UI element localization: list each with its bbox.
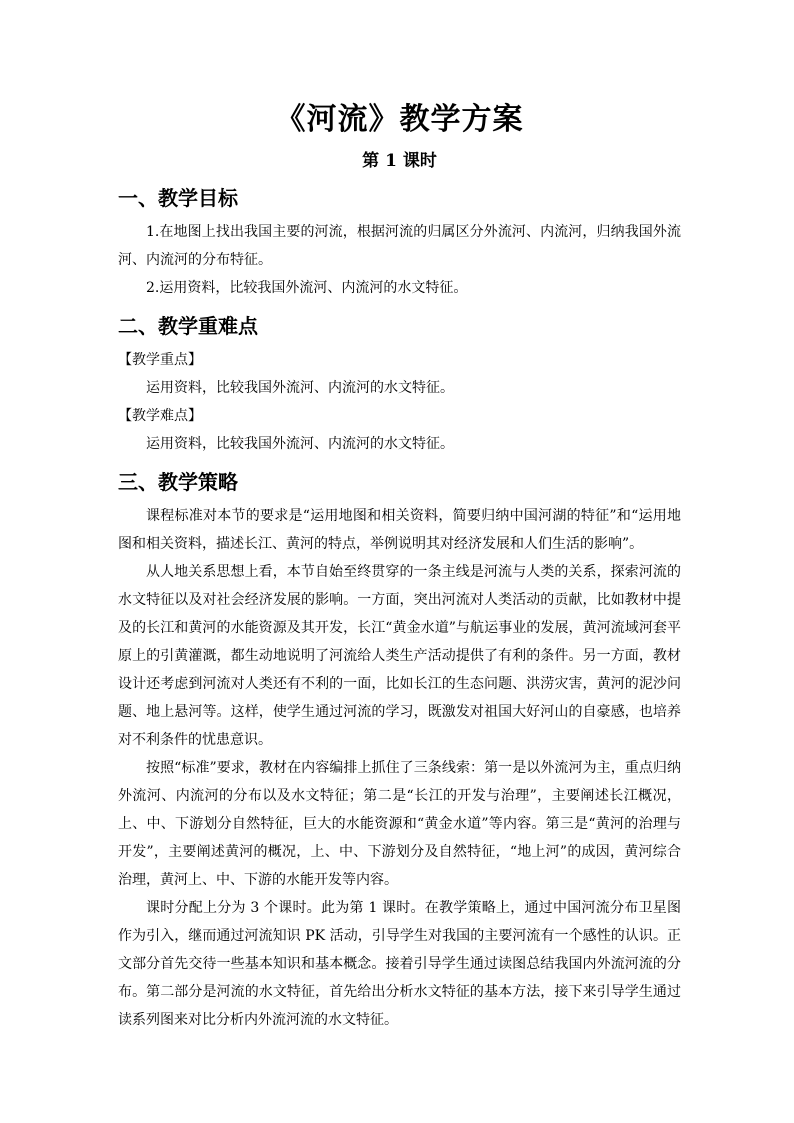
objective-item: 1.在地图上找出我国主要的河流，根据河流的归属区分外流河、内流河，归纳我国外流河、内流河的分布特征。: [118, 224, 681, 268]
strategy-paragraph: 课程标准对本节的要求是“运用地图和相关资料，简要归纳中国河湖的特征”和“运用地图和相关资料，描述长江、黄河的特点，举例说明其对经济发展和人们生活的影响”。: [118, 508, 681, 552]
section-heading-objectives: 一、教学目标: [118, 186, 238, 210]
section-heading-strategy: 三、教学策略: [118, 470, 238, 494]
section-key-points: [118, 312, 681, 458]
strategy-paragraph: 从人地关系思想上看，本节自始至终贯穿的一条主线是河流与人类的关系，探索河流的水文特征以及对社会经济发展的影响。一方面，突出河流对人类活动的贡献，比如教材中提及的长江和黄河的水能资源及其开发，长江“黄金水道”与航运事业的发展，黄河流域河套平原上的引黄灌溉，都生动地说明了河流给人类生产活动提供了有利的条件。另一方面，教材设计还考虑到河流对人类还有不利的一面，比如长江的生态问题、洪涝灾害，黄河的泥沙问题、地上悬河等。这样，使学生通过河流的学习，既激发对祖国大好河山的自豪感，也培养对不利条件的忧患意识。: [118, 564, 681, 748]
focus-label: 【教学重点】: [118, 352, 202, 368]
strategy-paragraph: 按照“标准”要求，教材在内容编排上抓住了三条线索：第一是以外流河为主，重点归纳外流河、内流河的分布以及水文特征；第二是“长江的开发与治理”，主要阐述长江概况，上、中、下游划分自然特征，巨大的水能资源和“黄金水道”等内容。第三是“黄河的治理与开发”，主要阐述黄河的概况，上、中、下游划分及自然特征，“地上河”的成因，黄河综合治理，黄河上、中、下游的水能开发等内容。: [118, 760, 681, 888]
section-heading-key-points: 二、教学重难点: [118, 314, 258, 338]
section-objectives: [118, 184, 681, 302]
focus-text: 运用资料，比较我国外流河、内流河的水文特征。: [146, 380, 454, 396]
strategy-paragraph: 课时分配上分为 3 个课时。此为第 1 课时。在教学策略上，通过中国河流分布卫星图作为引入，继而通过河流知识 PK 活动，引导学生对我国的主要河流有一个感性的认识。正文部分首先交待一些基本知识和基本概念。接着引导学生通过读图总结我国内外流河流的分布。第二部分是河流的水文特征，首先给出分析水文特征的基本方法，接下来引导学生通过读系列图来对比分析内外流河流的水文特征。: [118, 900, 681, 1028]
difficulty-label: 【教学难点】: [118, 408, 202, 424]
objective-item: 2.运用资料，比较我国外流河、内流河的水文特征。: [146, 280, 468, 296]
document-subtitle: 第 1 课时: [362, 151, 437, 171]
section-strategy: [118, 468, 681, 1034]
document-title: 《河流》教学方案: [275, 102, 524, 137]
difficulty-text: 运用资料，比较我国外流河、内流河的水文特征。: [146, 436, 454, 452]
